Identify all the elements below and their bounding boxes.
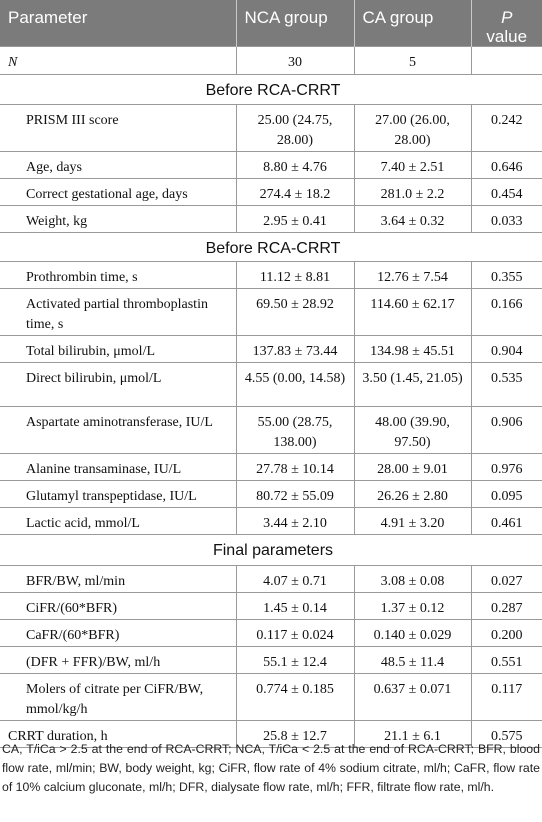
row-nca-value: 137.83 ± 73.44 bbox=[236, 336, 354, 363]
row-p-value: 0.535 bbox=[471, 363, 542, 407]
row-p-value: 0.117 bbox=[471, 674, 542, 721]
row-label: Molers of citrate per CiFR/BW, mmol/kg/h bbox=[0, 674, 236, 721]
table-row bbox=[0, 508, 542, 535]
row-label: PRISM III score bbox=[0, 105, 236, 152]
table-row bbox=[0, 407, 542, 454]
table-row bbox=[0, 105, 542, 152]
row-ca-value: 3.64 ± 0.32 bbox=[354, 206, 471, 233]
section-header bbox=[0, 535, 542, 566]
n-ca: 5 bbox=[354, 47, 471, 75]
row-p-value: 0.200 bbox=[471, 620, 542, 647]
row-ca-value: 114.60 ± 62.17 bbox=[354, 289, 471, 336]
row-nca-value: 55.1 ± 12.4 bbox=[236, 647, 354, 674]
header-parameter: Parameter bbox=[0, 0, 236, 47]
table-footnote: CA, T/iCa > 2.5 at the end of RCA-CRRT; NCA, T/iCa < 2.5 at the end of RCA-CRRT; BFR, blood flow rate, ml/min; BW, body weight, kg; CiFR, flow rate of 4% sodium citrate, ml/h; CaFR, flow rate of 10% calcium gluconate, ml/h; DFR, dialysate flow rate, ml/h; FFR, filtrate flow rate, ml/h. bbox=[2, 742, 540, 794]
row-label: Alanine transaminase, IU/L bbox=[0, 454, 236, 481]
row-nca-value: 2.95 ± 0.41 bbox=[236, 206, 354, 233]
row-label: Correct gestational age, days bbox=[0, 179, 236, 206]
row-nca-value: 69.50 ± 28.92 bbox=[236, 289, 354, 336]
header-p-letter: P bbox=[501, 8, 513, 27]
row-nca-value: 274.4 ± 18.2 bbox=[236, 179, 354, 206]
row-p-value: 0.461 bbox=[471, 508, 542, 535]
row-ca-value: 7.40 ± 2.51 bbox=[354, 152, 471, 179]
table-row bbox=[0, 152, 542, 179]
row-p-value: 0.906 bbox=[471, 407, 542, 454]
row-p-value: 0.646 bbox=[471, 152, 542, 179]
table-header bbox=[0, 0, 542, 47]
header-value-word: value bbox=[486, 27, 528, 46]
table-row bbox=[0, 262, 542, 289]
last-row-nca-value: 25.8 ± 12.7 bbox=[236, 721, 354, 748]
last-row-ca-value: 21.1 ± 6.1 bbox=[354, 721, 471, 748]
row-nca-value: 27.78 ± 10.14 bbox=[236, 454, 354, 481]
section-title: Final parameters bbox=[0, 535, 542, 566]
row-ca-value: 0.637 ± 0.071 bbox=[354, 674, 471, 721]
row-label: BFR/BW, ml/min bbox=[0, 566, 236, 593]
row-ca-value: 1.37 ± 0.12 bbox=[354, 593, 471, 620]
table-row bbox=[0, 674, 542, 721]
section-header bbox=[0, 75, 542, 105]
row-label: Prothrombin time, s bbox=[0, 262, 236, 289]
table-row bbox=[0, 593, 542, 620]
row-ca-value: 0.140 ± 0.029 bbox=[354, 620, 471, 647]
row-nca-value: 4.07 ± 0.71 bbox=[236, 566, 354, 593]
row-nca-value: 55.00 (28.75, 138.00) bbox=[236, 407, 354, 454]
table-row bbox=[0, 206, 542, 233]
row-ca-value: 3.50 (1.45, 21.05) bbox=[354, 363, 471, 407]
row-nca-value: 0.117 ± 0.024 bbox=[236, 620, 354, 647]
n-p bbox=[471, 47, 542, 75]
table-row bbox=[0, 289, 542, 336]
row-nca-value: 0.774 ± 0.185 bbox=[236, 674, 354, 721]
n-row bbox=[0, 47, 542, 75]
row-nca-value: 8.80 ± 4.76 bbox=[236, 152, 354, 179]
table-body bbox=[0, 47, 542, 748]
header-ca-group: CA group bbox=[354, 0, 471, 47]
row-ca-value: 281.0 ± 2.2 bbox=[354, 179, 471, 206]
row-nca-value: 4.55 (0.00, 14.58) bbox=[236, 363, 354, 407]
row-label: CiFR/(60*BFR) bbox=[0, 593, 236, 620]
row-ca-value: 28.00 ± 9.01 bbox=[354, 454, 471, 481]
row-ca-value: 134.98 ± 45.51 bbox=[354, 336, 471, 363]
row-ca-value: 48.00 (39.90, 97.50) bbox=[354, 407, 471, 454]
table-row bbox=[0, 179, 542, 206]
row-ca-value: 48.5 ± 11.4 bbox=[354, 647, 471, 674]
row-nca-value: 1.45 ± 0.14 bbox=[236, 593, 354, 620]
row-p-value: 0.033 bbox=[471, 206, 542, 233]
row-p-value: 0.904 bbox=[471, 336, 542, 363]
row-label: Age, days bbox=[0, 152, 236, 179]
table-row bbox=[0, 481, 542, 508]
last-row-p-value: 0.575 bbox=[471, 721, 542, 748]
n-nca: 30 bbox=[236, 47, 354, 75]
row-ca-value: 27.00 (26.00, 28.00) bbox=[354, 105, 471, 152]
row-p-value: 0.454 bbox=[471, 179, 542, 206]
n-label: N bbox=[0, 47, 236, 75]
row-p-value: 0.287 bbox=[471, 593, 542, 620]
row-ca-value: 12.76 ± 7.54 bbox=[354, 262, 471, 289]
table-row bbox=[0, 620, 542, 647]
row-p-value: 0.242 bbox=[471, 105, 542, 152]
row-ca-value: 26.26 ± 2.80 bbox=[354, 481, 471, 508]
row-nca-value: 11.12 ± 8.81 bbox=[236, 262, 354, 289]
section-title: Before RCA-CRRT bbox=[0, 233, 542, 262]
table-row bbox=[0, 454, 542, 481]
header-row bbox=[0, 0, 542, 47]
row-ca-value: 4.91 ± 3.20 bbox=[354, 508, 471, 535]
section-title: Before RCA-CRRT bbox=[0, 75, 542, 105]
row-p-value: 0.027 bbox=[471, 566, 542, 593]
table-row bbox=[0, 336, 542, 363]
row-nca-value: 3.44 ± 2.10 bbox=[236, 508, 354, 535]
table-row bbox=[0, 363, 542, 407]
section-header bbox=[0, 233, 542, 262]
row-p-value: 0.551 bbox=[471, 647, 542, 674]
row-label: Activated partial thromboplastin time, s bbox=[0, 289, 236, 336]
row-p-value: 0.355 bbox=[471, 262, 542, 289]
row-p-value: 0.976 bbox=[471, 454, 542, 481]
header-p-value bbox=[471, 0, 542, 47]
row-label: Glutamyl transpeptidase, IU/L bbox=[0, 481, 236, 508]
header-nca-group: NCA group bbox=[236, 0, 354, 47]
row-label: Weight, kg bbox=[0, 206, 236, 233]
row-p-value: 0.166 bbox=[471, 289, 542, 336]
table-row bbox=[0, 647, 542, 674]
row-p-value: 0.095 bbox=[471, 481, 542, 508]
row-label: Direct bilirubin, μmol/L bbox=[0, 363, 236, 407]
last-row-label: CRRT duration, h bbox=[0, 721, 236, 748]
row-ca-value: 3.08 ± 0.08 bbox=[354, 566, 471, 593]
row-label: Lactic acid, mmol/L bbox=[0, 508, 236, 535]
row-label: Total bilirubin, μmol/L bbox=[0, 336, 236, 363]
row-nca-value: 80.72 ± 55.09 bbox=[236, 481, 354, 508]
table-row bbox=[0, 566, 542, 593]
row-label: Aspartate aminotransferase, IU/L bbox=[0, 407, 236, 454]
row-nca-value: 25.00 (24.75, 28.00) bbox=[236, 105, 354, 152]
row-label: CaFR/(60*BFR) bbox=[0, 620, 236, 647]
row-label: (DFR + FFR)/BW, ml/h bbox=[0, 647, 236, 674]
